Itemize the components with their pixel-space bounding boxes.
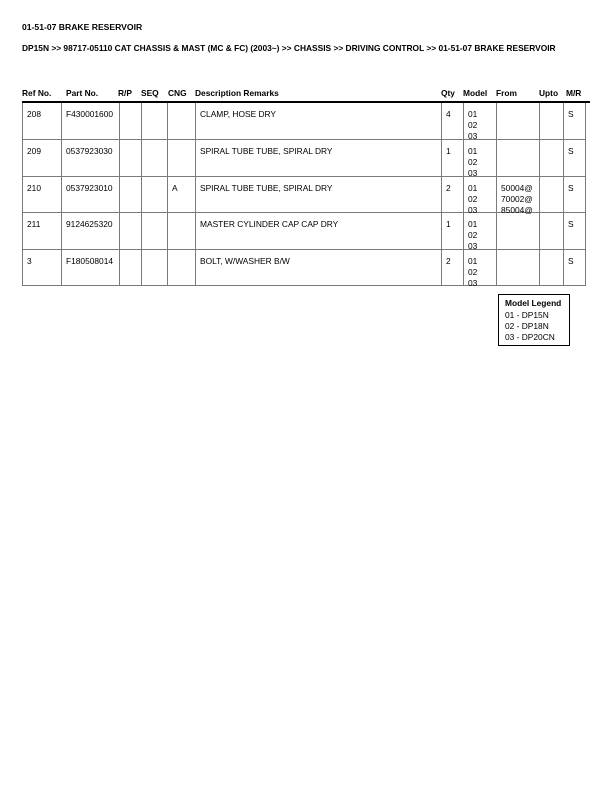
- part-no-cell[interactable]: 0537923010: [62, 177, 120, 212]
- table-row: [23, 213, 586, 250]
- model-legend: [498, 294, 570, 346]
- upto-cell: [540, 103, 564, 139]
- model-code: 03: [468, 131, 478, 141]
- mr-cell: S: [564, 140, 586, 176]
- ref-no-cell: 208: [23, 103, 62, 139]
- ref-no-cell: 3: [23, 250, 62, 285]
- cng-cell: [168, 140, 196, 176]
- seq-cell: [142, 213, 168, 249]
- part-no-cell[interactable]: 9124625320: [62, 213, 120, 249]
- model-code: 01: [468, 256, 478, 266]
- mr-cell: S: [564, 213, 586, 249]
- model-legend-title: Model Legend: [505, 298, 562, 308]
- model-code: 03: [468, 205, 478, 215]
- header-part-no: Part No.: [66, 88, 99, 98]
- qty-cell: 2: [442, 177, 464, 212]
- breadcrumb: DP15N >> 98717-05110 CAT CHASSIS & MAST (MC & FC) (2003~) >> CHASSIS >> DRIVING CONTROL >> 01-51-07 BRAKE RESERVOIR: [22, 43, 556, 53]
- from-cell: [497, 177, 540, 215]
- model-code: 02: [468, 194, 478, 204]
- model-cell: [464, 250, 497, 288]
- upto-cell: [540, 140, 564, 176]
- part-no-cell[interactable]: F180508014: [62, 250, 120, 285]
- seq-cell: [142, 140, 168, 176]
- upto-cell: [540, 177, 564, 212]
- seq-cell: [142, 250, 168, 285]
- model-legend-item: 02 - DP18N: [505, 321, 549, 331]
- mr-cell: S: [564, 177, 586, 212]
- header-seq: SEQ: [141, 88, 159, 98]
- model-cell: [464, 140, 497, 176]
- model-code: 03: [468, 168, 478, 178]
- model-code: 02: [468, 267, 478, 277]
- mr-cell: S: [564, 250, 586, 285]
- qty-cell: 1: [442, 140, 464, 176]
- cng-cell: A: [168, 177, 196, 212]
- cng-cell: [168, 103, 196, 139]
- ref-no-cell: 210: [23, 177, 62, 212]
- model-code: 01: [468, 219, 478, 229]
- seq-cell: [142, 177, 168, 212]
- model-legend-item: 03 - DP20CN: [505, 332, 555, 342]
- rp-cell: [120, 213, 142, 249]
- model-legend-item: 01 - DP15N: [505, 310, 549, 320]
- table-row: [23, 140, 586, 177]
- table-row: [23, 250, 586, 286]
- from-cell: [497, 213, 540, 249]
- cng-cell: [168, 213, 196, 249]
- rp-cell: [120, 177, 142, 212]
- header-description: Description Remarks: [195, 88, 279, 98]
- table-row: [23, 103, 586, 140]
- description-cell: SPIRAL TUBE TUBE, SPIRAL DRY: [196, 177, 442, 212]
- from-cell: [497, 103, 540, 139]
- qty-cell: 2: [442, 250, 464, 285]
- upto-cell: [540, 213, 564, 249]
- header-from: From: [496, 88, 517, 98]
- model-code: 03: [468, 241, 478, 251]
- from-cell: [497, 250, 540, 285]
- header-qty: Qty: [441, 88, 455, 98]
- ref-no-cell: 209: [23, 140, 62, 176]
- header-upto: Upto: [539, 88, 559, 98]
- seq-cell: [142, 103, 168, 139]
- qty-cell: 1: [442, 213, 464, 249]
- model-code: 01: [468, 109, 478, 119]
- model-code: 02: [468, 230, 478, 240]
- header-cng: CNG: [168, 88, 187, 98]
- description-cell: CLAMP, HOSE DRY: [196, 103, 442, 139]
- model-cell: [464, 103, 497, 139]
- model-cell: [464, 213, 497, 249]
- parts-table: [22, 103, 586, 286]
- from-cell: [497, 140, 540, 176]
- description-cell: SPIRAL TUBE TUBE, SPIRAL DRY: [196, 140, 442, 176]
- description-cell: BOLT, W/WASHER B/W: [196, 250, 442, 285]
- model-code: 02: [468, 157, 478, 167]
- model-code: 03: [468, 278, 478, 288]
- description-cell: MASTER CYLINDER CAP CAP DRY: [196, 213, 442, 249]
- table-row: [23, 177, 586, 213]
- page-title: 01-51-07 BRAKE RESERVOIR: [22, 22, 143, 32]
- ref-no-cell: 211: [23, 213, 62, 249]
- qty-cell: 4: [442, 103, 464, 139]
- from-serial: 85004@: [501, 205, 533, 215]
- from-serial: 70002@: [501, 194, 533, 204]
- from-serial: 50004@: [501, 183, 533, 193]
- rp-cell: [120, 250, 142, 285]
- part-no-cell[interactable]: F430001600: [62, 103, 120, 139]
- part-no-cell[interactable]: 0537923030: [62, 140, 120, 176]
- header-ref-no: Ref No.: [22, 88, 52, 98]
- mr-cell: S: [564, 103, 586, 139]
- model-code: 01: [468, 183, 478, 193]
- model-code: 02: [468, 120, 478, 130]
- header-model: Model: [463, 88, 488, 98]
- upto-cell: [540, 250, 564, 285]
- header-rp: R/P: [118, 88, 132, 98]
- model-code: 01: [468, 146, 478, 156]
- model-cell: [464, 177, 497, 215]
- rp-cell: [120, 103, 142, 139]
- cng-cell: [168, 250, 196, 285]
- rp-cell: [120, 140, 142, 176]
- header-mr: M/R: [566, 88, 582, 98]
